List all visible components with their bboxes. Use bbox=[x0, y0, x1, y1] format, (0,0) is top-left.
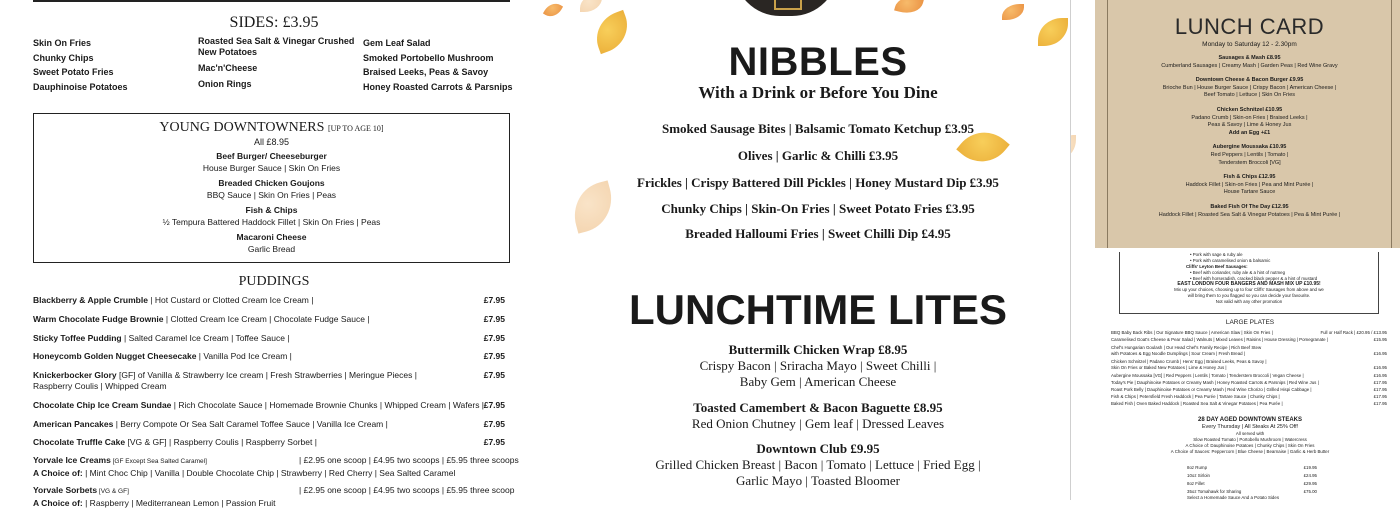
sides-title: SIDES: £3.95 bbox=[229, 14, 319, 31]
steak-price: £19.95 bbox=[1303, 465, 1317, 470]
lite-desc: Garlic Mayo | Toasted Bloomer bbox=[736, 473, 900, 488]
pudding-price: £7.95 bbox=[483, 419, 505, 429]
steak-price: £29.95 bbox=[1303, 481, 1317, 486]
young-item bbox=[34, 151, 509, 174]
plate-text: Baked Fish | Oven Baked Haddock | Roasted Sea Salt & Vinegar Potatoes | Pea Purée | bbox=[1111, 401, 1283, 406]
pudding-row bbox=[33, 333, 505, 344]
nibble-item: Chunky Chips | Skin-On Fries | Sweet Potato Fries £3.95 bbox=[661, 201, 975, 216]
lunch-item-name: Chicken Schnitzel £10.95 bbox=[1216, 106, 1283, 113]
sides-column-3 bbox=[363, 36, 513, 94]
lite-item bbox=[566, 342, 1070, 390]
young-item-name: Breaded Chicken Goujons bbox=[218, 178, 325, 188]
steak-row bbox=[1187, 481, 1317, 487]
sausage-line: Mix up your choices, choosing up to four Cliffs' Sausages from above and we bbox=[1174, 287, 1324, 293]
sorbet-prices: | £2.95 one scoop | £4.95 two scoops | £5.95 three scoop bbox=[299, 485, 515, 495]
steak-name: 35oz Tomahawk for Sharing bbox=[1187, 489, 1242, 494]
pudding-name: Sticky Toffee Pudding bbox=[33, 333, 122, 343]
autumn-leaf-icon bbox=[1002, 4, 1024, 20]
autumn-leaf-icon bbox=[580, 0, 602, 12]
pudding-row bbox=[33, 295, 505, 306]
sides-column-2 bbox=[198, 36, 354, 90]
steak-name: 10oz Sirloin bbox=[1187, 473, 1210, 478]
plate-price: £16.95 bbox=[1373, 365, 1387, 370]
pudding-price: £7.95 bbox=[483, 400, 505, 410]
young-title-text: YOUNG DOWNTOWNERS bbox=[159, 120, 325, 135]
lunch-item-desc: Cumberland Sausages | Creamy Mash | Garden Peas | Red Wine Gravy bbox=[1161, 62, 1338, 69]
steak-price: £24.95 bbox=[1303, 473, 1317, 478]
pudding-name: Knickerbocker Glory bbox=[33, 370, 117, 380]
sausage-box bbox=[1119, 252, 1379, 314]
lunch-item bbox=[1108, 77, 1391, 100]
icecream-choice: | Mint Choc Chip | Vanilla | Double Chocolate Chip | Strawberry | Red Cherry | Sea Salted Caramel bbox=[82, 467, 456, 478]
young-item-desc: House Burger Sauce | Skin On Fries bbox=[202, 162, 341, 173]
lite-item bbox=[566, 400, 1070, 432]
restaurant-logo bbox=[734, 0, 838, 16]
steak-price: £75.00 bbox=[1303, 489, 1317, 494]
lunch-item-desc: Haddock Fillet | Skin-on Fries | Pea and Mint Purée | bbox=[1185, 181, 1314, 188]
side-item: Honey Roasted Carrots & Parsnips bbox=[363, 81, 513, 92]
icecream-tag: [GF Except Sea Salted Caramel] bbox=[110, 458, 207, 465]
pudding-name: Honeycomb Golden Nugget Cheesecake bbox=[33, 351, 197, 361]
pudding-desc: | Clotted Cream Ice Cream | Chocolate Fudge Sauce | bbox=[163, 314, 370, 324]
plate-price: £17.95 bbox=[1373, 380, 1387, 385]
lunch-item-desc: Padano Crumb | Skin-on Fries | Braised Leeks | bbox=[1191, 114, 1308, 121]
main-menu-excerpt bbox=[1105, 252, 1395, 500]
plate-row bbox=[1111, 401, 1387, 407]
pudding-name: Blackberry & Apple Crumble bbox=[33, 295, 148, 305]
lite-desc: Crispy Bacon | Sriracha Mayo | Sweet Chilli | bbox=[699, 358, 937, 373]
plate-row bbox=[1111, 373, 1387, 379]
panel-divider bbox=[1070, 0, 1071, 500]
plate-row bbox=[1111, 394, 1387, 400]
side-item: Sweet Potato Fries bbox=[33, 67, 114, 77]
young-item bbox=[34, 205, 509, 228]
pudding-row bbox=[33, 314, 505, 325]
plate-price: £17.95 bbox=[1373, 401, 1387, 406]
plate-price: £17.95 bbox=[1373, 394, 1387, 399]
right-menu-page bbox=[1095, 0, 1400, 500]
lunch-card-inner bbox=[1107, 0, 1392, 248]
plate-text: Aubergine Moussaka [VG] | Red Peppers | Lentils | Tomato | Tenderstem Broccoli | Vegan Cheese | bbox=[1111, 373, 1304, 378]
lunchtime-lites-title: LUNCHTIME LITES bbox=[629, 286, 1007, 333]
young-item bbox=[34, 178, 509, 201]
nibbles-title: NIBBLES bbox=[728, 40, 908, 84]
side-item: Onion Rings bbox=[198, 79, 252, 89]
icecream-prices: | £2.95 one scoop | £4.95 two scoops | £5.95 three scoops bbox=[299, 455, 519, 465]
plate-price: £16.95 bbox=[1373, 373, 1387, 378]
top-rule bbox=[33, 0, 510, 2]
sausage-mixup-title: EAST LONDON FOUR BANGERS AND MASH MIX UP £10.95! bbox=[1177, 280, 1321, 287]
steaks-line: All served with bbox=[1235, 430, 1265, 436]
steaks-line: Slow Roasted Tomato | Portobello Mushroom | Watercress bbox=[1193, 436, 1307, 442]
side-item: Mac'n'Cheese bbox=[198, 63, 258, 73]
pudding-name: Warm Chocolate Fudge Brownie bbox=[33, 314, 164, 324]
lunch-card-hours: Monday to Saturday 12 - 2.30pm bbox=[1202, 41, 1297, 48]
lunch-item bbox=[1108, 174, 1391, 197]
steaks-section bbox=[1105, 417, 1395, 454]
steaks-line: A Choice of Sauces: Peppercorn | Blue Cheese | Bearnaise | Garlic & Herb Butter bbox=[1170, 448, 1330, 454]
pudding-price: £7.95 bbox=[483, 437, 505, 447]
plate-text: Caramelised Goat's Cheese & Pear Salad | Walnuts | Mixed Leaves | Raisins | House Dressing | Pomegranate | bbox=[1111, 337, 1328, 342]
pudding-desc: | Salted Caramel Ice Cream | Toffee Sauce | bbox=[121, 333, 290, 343]
puddings-title: PUDDINGS bbox=[238, 274, 310, 289]
side-item: New Potatoes bbox=[198, 47, 258, 57]
young-item-desc: Garlic Bread bbox=[247, 243, 296, 254]
side-item: Gem Leaf Salad bbox=[363, 38, 431, 48]
side-item: Chunky Chips bbox=[33, 52, 94, 63]
icecream-row bbox=[33, 455, 519, 478]
pudding-desc: Raspberry Coulis | Whipped Cream bbox=[33, 380, 167, 391]
lunch-card bbox=[1095, 0, 1400, 248]
pudding-desc: | Hot Custard or Clotted Cream Ice Cream | bbox=[147, 295, 314, 305]
lunch-item-name: Downtown Cheese & Bacon Burger £9.95 bbox=[1195, 77, 1304, 84]
plate-row bbox=[1111, 330, 1387, 336]
sorbet-name: Yorvale Sorbets bbox=[33, 485, 98, 495]
lunch-item-addon: Add an Egg +£1 bbox=[1228, 129, 1271, 136]
plate-price: Full or Half Rack | £20.95 / £13.95 bbox=[1320, 330, 1387, 335]
pudding-price: £7.95 bbox=[483, 370, 505, 380]
autumn-leaf-icon bbox=[894, 0, 924, 17]
young-item-desc: ½ Tempura Battered Haddock Fillet | Skin On Fries | Peas bbox=[162, 216, 381, 227]
pudding-desc: [GF] of Vanilla & Strawberry Ice cream | Fresh Strawberries | Meringue Pieces | bbox=[116, 370, 417, 380]
lite-name: Toasted Camembert & Bacon Baguette £8.95 bbox=[693, 400, 943, 415]
plate-text: Chicken Schnitzel | Padano Crumb | Hens' Egg | Braised Leeks, Peas & Savoy | bbox=[1111, 359, 1267, 364]
sorbet-row bbox=[33, 485, 515, 508]
icecream-choice-label: A Choice of: bbox=[33, 467, 83, 478]
pudding-row bbox=[33, 419, 505, 430]
pudding-price: £7.95 bbox=[483, 333, 505, 343]
young-item-name: Fish & Chips bbox=[245, 205, 298, 215]
lite-name: Downtown Club £9.95 bbox=[756, 441, 880, 456]
sausage-line: • Beef with coriander, ruby ale & a hint of nutmeg bbox=[1190, 269, 1286, 275]
plate-row bbox=[1111, 365, 1387, 371]
lunch-item-name: Fish & Chips £12.95 bbox=[1223, 174, 1276, 181]
steak-row bbox=[1187, 495, 1317, 501]
sorbet-tag: [VG & GF] bbox=[97, 488, 129, 495]
side-item: Dauphinoise Potatoes bbox=[33, 81, 128, 92]
sausage-line: • Pork with sage & ruby ale bbox=[1190, 252, 1243, 257]
steak-row bbox=[1187, 465, 1317, 471]
lunch-item bbox=[1108, 55, 1391, 70]
nibbles-subtitle: With a Drink or Before You Dine bbox=[698, 83, 938, 102]
lunch-item-name: Baked Fish Of The Day £12.95 bbox=[1210, 203, 1289, 210]
plate-text: BBQ Baby Back Ribs | Our Signature BBQ Sauce | American Slaw | Skin On Fries | bbox=[1111, 330, 1273, 335]
side-item: Braised Leeks, Peas & Savoy bbox=[363, 67, 489, 77]
lunch-item-desc: Haddock Fillet | Roasted Sea Salt & Vinegar Potatoes | Pea & Mint Purée | bbox=[1158, 211, 1341, 218]
nibble-item: Frickles | Crispy Battered Dill Pickles | Honey Mustard Dip £3.95 bbox=[637, 175, 999, 190]
steaks-line: A Choice of: Dauphinoise Potatoes | Chunky Chips | Skin On Fries bbox=[1185, 442, 1315, 448]
pudding-price: £7.95 bbox=[483, 295, 505, 305]
lunch-item-desc: Red Peppers | Lentils | Tomato | bbox=[1210, 151, 1289, 158]
plate-text: Chef's Hungarian Goulash | Our Head Chef's Family Recipe | Rich Beef Stew bbox=[1111, 345, 1262, 350]
steak-name: Select a Homemade Sauce And a Potato Sides bbox=[1187, 495, 1280, 500]
young-item-desc: BBQ Sauce | Skin On Fries | Peas bbox=[206, 189, 337, 200]
sorbet-choice: | Raspberry | Mediterranean Lemon | Passion Fruit bbox=[82, 497, 276, 508]
sides-column-1 bbox=[33, 36, 128, 94]
young-item bbox=[34, 232, 509, 255]
side-item: Roasted Sea Salt & Vinegar Crushed bbox=[198, 36, 355, 46]
plate-row bbox=[1111, 337, 1387, 343]
steak-name: 8oz Rump bbox=[1187, 465, 1208, 470]
lite-desc: Grilled Chicken Breast | Bacon | Tomato | Lettuce | Fried Egg | bbox=[655, 457, 981, 472]
pudding-name: Chocolate Chip Ice Cream Sundae bbox=[33, 400, 172, 410]
lunch-item bbox=[1108, 204, 1391, 219]
plate-text: with Potatoes & Egg Noodle Dumplings | Sour Cream | Fresh Bread | bbox=[1111, 351, 1245, 356]
young-downtowners-box bbox=[33, 113, 510, 263]
nibble-item: Breaded Halloumi Fries | Sweet Chilli Dip £4.95 bbox=[685, 226, 951, 241]
lunch-item-name: Sausages & Mash £8.95 bbox=[1218, 55, 1281, 61]
lunch-card-title: LUNCH CARD bbox=[1174, 14, 1325, 39]
plate-row bbox=[1111, 387, 1387, 393]
sausage-line: will bring them to you flagged so you can decide your favourite. bbox=[1187, 293, 1311, 299]
center-menu-page bbox=[566, 0, 1070, 500]
young-item-name: Macaroni Cheese bbox=[236, 232, 307, 242]
side-item: Smoked Portobello Mushroom bbox=[363, 52, 494, 63]
steak-name: 8oz Fillet bbox=[1187, 481, 1205, 486]
large-plates-title: LARGE PLATES bbox=[1225, 319, 1275, 326]
lite-desc: Red Onion Chutney | Gem leaf | Dressed Leaves bbox=[691, 416, 945, 431]
lunch-item-desc: Brioche Bun | House Burger Sauce | Crispy Bacon | American Cheese | bbox=[1162, 84, 1337, 91]
lunch-item-desc: House Tartare Sauce bbox=[1223, 189, 1276, 196]
sausage-line: Not valid with any other promotion bbox=[1215, 299, 1283, 305]
lunch-item-name: Aubergine Moussaka £10.95 bbox=[1212, 144, 1287, 151]
sausage-line: • Pork with caramelised onion & balsamic bbox=[1190, 257, 1271, 263]
plate-row bbox=[1111, 351, 1387, 357]
nibble-item: Olives | Garlic & Chilli £3.95 bbox=[737, 148, 899, 163]
pudding-desc: | Vanilla Pod Ice Cream | bbox=[196, 351, 292, 361]
plate-row bbox=[1111, 380, 1387, 386]
sausage-line: • Beef with horseradish, cracked black pepper & a hint of mustard bbox=[1190, 275, 1318, 281]
pudding-name: Chocolate Truffle Cake bbox=[33, 437, 126, 447]
lunch-item-desc: Beef Tomato | Lettuce | Skin On Fries bbox=[1203, 92, 1296, 99]
young-title bbox=[34, 120, 509, 136]
sorbet-choice-label: A Choice of: bbox=[33, 497, 83, 508]
plate-text: Today's Pie | Dauphinoise Potatoes or Creamy Mash | Honey Roasted Carrots & Parsnips | Red Wine Jus | bbox=[1111, 380, 1319, 385]
left-menu-page bbox=[0, 0, 548, 508]
young-item-name: Beef Burger/ Cheeseburger bbox=[216, 151, 327, 161]
steak-row bbox=[1187, 473, 1317, 479]
pudding-row bbox=[33, 437, 505, 448]
lite-desc: Baby Gem | American Cheese bbox=[739, 374, 897, 389]
pudding-row bbox=[33, 351, 505, 362]
icecream-name: Yorvale Ice Creams bbox=[33, 455, 111, 465]
pudding-price: £7.95 bbox=[483, 314, 505, 324]
sausage-heading: Cliffs' Leyton Beef Sausages: bbox=[1186, 263, 1248, 269]
plate-price: £16.95 bbox=[1373, 351, 1387, 356]
steaks-subtitle: Every Thursday | All Steaks At 25% Off! bbox=[1201, 423, 1299, 430]
plate-price: £17.95 bbox=[1373, 387, 1387, 392]
pudding-desc: [VG & GF] | Raspberry Coulis | Raspberry Sorbet | bbox=[125, 437, 317, 447]
lunch-item bbox=[1108, 144, 1391, 167]
lite-name: Buttermilk Chicken Wrap £8.95 bbox=[728, 342, 908, 357]
pudding-name: American Pancakes bbox=[33, 419, 114, 429]
plate-price: £15.95 bbox=[1373, 337, 1387, 342]
young-price: All £8.95 bbox=[253, 137, 290, 147]
steaks-title: 28 DAY AGED DOWNTOWN STEAKS bbox=[1197, 417, 1302, 423]
pudding-row bbox=[33, 400, 505, 411]
young-age: [UP TO AGE 10] bbox=[327, 124, 384, 133]
side-item: Skin On Fries bbox=[33, 38, 92, 48]
lunch-item-desc: Peas & Savoy | Lime & Honey Jus bbox=[1207, 122, 1292, 129]
pudding-row bbox=[33, 370, 505, 391]
nibble-item: Smoked Sausage Bites | Balsamic Tomato Ketchup £3.95 bbox=[661, 121, 974, 136]
lunch-item bbox=[1108, 107, 1391, 137]
pudding-desc: | Berry Compote Or Sea Salt Caramel Toffee Sauce | Vanilla Ice Cream | bbox=[113, 419, 388, 429]
plate-text: Roast Pork Belly | Dauphinoise Potatoes or Creamy Mash | Red Wine Chorizo | Grilled Hispi Cabbage | bbox=[1111, 387, 1312, 392]
pudding-desc: | Rich Chocolate Sauce | Homemade Brownie Chunks | Whipped Cream | Wafers | bbox=[171, 400, 485, 410]
plate-text: Skin On Fries or Baked New Potatoes | Lime & Honey Jus | bbox=[1111, 365, 1227, 370]
lunch-item-desc: Tenderstem Broccoli [VG] bbox=[1218, 159, 1281, 166]
plate-text: Fish & Chips | Petersfield Fresh Haddock | Pea Purée | Tartare Sauce | Chunky Chips | bbox=[1111, 394, 1280, 399]
pudding-price: £7.95 bbox=[483, 351, 505, 361]
lite-item bbox=[566, 441, 1070, 489]
